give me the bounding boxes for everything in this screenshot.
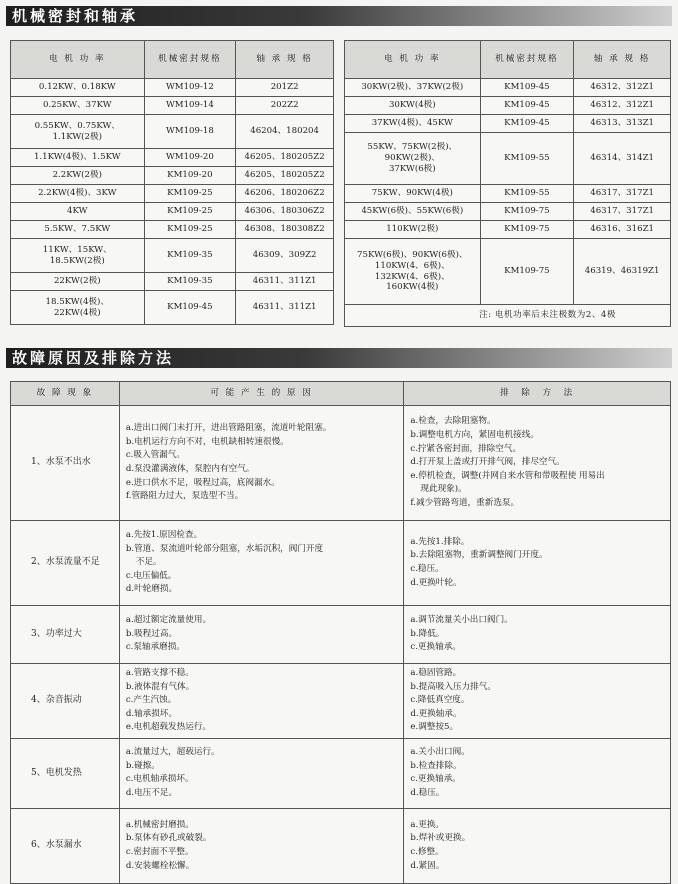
causes-list <box>126 422 400 504</box>
power-cell <box>345 115 481 133</box>
bearing-cell: 46204、180204 <box>236 115 334 149</box>
causes-list <box>126 614 400 655</box>
power-line: 2.2KW(4极)、3KW <box>38 188 117 199</box>
list-item: b.去除阻塞物，重新调整阀门开度。 <box>410 550 548 561</box>
list-item: c.修整。 <box>410 846 444 857</box>
list-item: d.紧固。 <box>410 860 445 871</box>
list-item: d.稳压。 <box>410 788 445 799</box>
list-item: d.叶轮磨损。 <box>125 584 178 595</box>
table-row <box>11 738 671 808</box>
list-item: c.拧紧各密封面，排除空气。 <box>410 443 522 454</box>
seal-cell: KM109-45 <box>480 79 574 97</box>
list-item: a.机械密封磨损。 <box>125 819 194 830</box>
remedies-cell <box>404 606 671 664</box>
causes-list <box>126 529 400 597</box>
bearing-cell: 46311、311Z1 <box>236 273 334 291</box>
symptom-cell: 2、水泵流量不足 <box>11 521 120 606</box>
list-item: c.稳压。 <box>410 564 444 574</box>
seal-cell: WM109-20 <box>144 149 236 167</box>
list-item: d.电压不足。 <box>125 788 178 799</box>
bearing-cell: 46312、312Z1 <box>574 97 671 115</box>
list-item: c.更换轴承。 <box>410 774 461 785</box>
table-row <box>345 79 671 97</box>
power-line: 37KW(6极) <box>388 163 436 174</box>
power-line: 75KW、90KW(4极) <box>371 188 453 199</box>
bearing-cell: 46319、46319Z1 <box>574 239 671 305</box>
power-cell <box>11 79 145 97</box>
list-item: d.轴承损坏。 <box>125 708 178 719</box>
power-line: 18.5KW(2极) <box>49 255 105 266</box>
symptom-cell: 3、功率过大 <box>11 606 120 664</box>
bearing-cell: 46205、180205Z2 <box>236 149 334 167</box>
power-line: 75KW(6极)、90KW(6极)、 <box>357 250 468 261</box>
bearing-cell: 46314、314Z1 <box>574 133 671 185</box>
seal-cell: KM109-45 <box>480 97 574 115</box>
table-note: 注: 电机功率后未注极数为2、4极 <box>345 305 671 327</box>
remedies-cell <box>404 521 671 606</box>
list-item: b.碰擦。 <box>125 760 160 771</box>
table-row <box>345 97 671 115</box>
col-header-remedies: 排 除 方 法 <box>404 382 671 406</box>
list-item: a.超过额定流量使用。 <box>125 615 212 626</box>
list-item: d.更换叶轮。 <box>410 577 462 588</box>
list-item: c.电机轴承损坏。 <box>125 774 194 785</box>
seal-cell: KM109-20 <box>144 167 236 185</box>
list-item: 不足。 <box>135 557 162 568</box>
symptom-cell: 6、水泵漏水 <box>11 808 120 883</box>
power-line: 4KW <box>67 206 88 217</box>
remedies-list <box>410 614 666 655</box>
causes-list <box>126 819 400 873</box>
power-cell <box>11 291 145 325</box>
power-line: 132KW(4、6极)、 <box>374 271 450 282</box>
table-row <box>11 167 334 185</box>
seal-bearing-table-right <box>344 40 671 327</box>
bearing-cell: 46311、311Z1 <box>236 291 334 325</box>
causes-cell <box>119 808 404 883</box>
list-item: b.管道、泵流道叶轮部分阻塞，水垢沉积，阀门开度 <box>125 543 324 554</box>
remedies-cell <box>404 406 671 521</box>
power-line: 11KW、15KW、 <box>42 244 112 255</box>
power-line: 1.1KW(4极)、1.5KW <box>33 152 121 163</box>
list-item: a.调节流量关小出口阀门。 <box>410 615 513 626</box>
seal-cell: KM109-75 <box>480 203 574 221</box>
seal-cell: KM109-35 <box>144 273 236 291</box>
list-item: c.电压偏低。 <box>125 570 177 581</box>
list-item: d.打开泵上盖或打开排气阀，排尽空气。 <box>410 457 565 468</box>
list-item: 现此现象)。 <box>420 484 467 495</box>
table-row <box>11 521 671 606</box>
power-cell <box>11 97 145 115</box>
list-item: c.泵轴承磨损。 <box>125 642 185 653</box>
seal-cell: KM109-75 <box>480 221 574 239</box>
col-header-symptom: 故 障 现 象 <box>11 382 120 406</box>
list-item: c.密封面不平整。 <box>125 846 194 857</box>
list-item: a.进出口阀门未打开，进出管路阻塞，流道叶轮阻塞。 <box>125 423 332 434</box>
list-item: b.调整电机方向，紧固电机接线。 <box>410 430 539 441</box>
table-row <box>11 185 334 203</box>
bearing-cell: 46309、309Z2 <box>236 239 334 273</box>
symptom-cell: 5、电机发热 <box>11 738 120 808</box>
power-cell <box>11 115 145 149</box>
list-item: a.先按1.排除。 <box>410 536 470 547</box>
table-row <box>11 664 671 739</box>
remedies-list <box>410 667 666 735</box>
power-cell <box>11 221 145 239</box>
causes-list <box>126 667 400 735</box>
list-item: d.泵没灌满液体，泵腔内有空气。 <box>125 464 255 474</box>
col-header-power: 电 机 功 率 <box>345 41 481 79</box>
table-row <box>11 808 671 883</box>
list-item: f.减少管路弯道，重新选泵。 <box>410 497 520 508</box>
seal-cell: WM109-12 <box>144 79 236 97</box>
list-item: e.进口供水不足，吸程过高，底阀漏水。 <box>125 477 280 488</box>
power-line: 18.5KW(4极)、 <box>45 296 109 307</box>
power-cell <box>345 221 481 239</box>
remedies-list <box>410 415 666 510</box>
power-line: 1.1KW(2极) <box>52 131 102 142</box>
list-item: c.吸入管漏气。 <box>125 450 185 461</box>
bearing-cell: 46205、180205Z2 <box>236 167 334 185</box>
list-item: e.电机超载发热运行。 <box>125 722 212 733</box>
list-item: e.调整按5。 <box>410 722 459 733</box>
seal-cell: KM109-35 <box>144 239 236 273</box>
list-item: d.更换轴承。 <box>410 708 462 719</box>
power-line: 2.2KW(2极) <box>52 170 102 181</box>
seal-cell: KM109-55 <box>480 133 574 185</box>
power-cell <box>345 203 481 221</box>
table-row <box>11 79 334 97</box>
table-row <box>11 149 334 167</box>
col-header-seal: 机械密封规格 <box>144 41 236 79</box>
power-line: 30KW(4极) <box>388 100 436 111</box>
seal-cell: KM109-55 <box>480 185 574 203</box>
col-header-causes: 可 能 产 生 的 原 因 <box>119 382 404 406</box>
power-line: 160KW(4极) <box>386 282 439 293</box>
list-item: a.检查，去除阻塞物。 <box>410 416 496 427</box>
causes-cell <box>119 738 404 808</box>
fault-remedy-table <box>10 381 671 884</box>
seal-cell: KM109-75 <box>480 239 574 305</box>
seal-cell: KM109-25 <box>144 185 236 203</box>
bearing-cell: 46317、317Z1 <box>574 185 671 203</box>
power-line: 55KW、75KW(2极)、 <box>367 142 458 153</box>
list-item: e.停机检查，调整(并网自来水管和带吸程使 用易出 <box>410 470 605 481</box>
table-row <box>11 97 334 115</box>
list-item: a.稳固管路。 <box>410 668 462 678</box>
remedies-cell <box>404 664 671 739</box>
remedies-cell <box>404 738 671 808</box>
seal-cell: WM109-14 <box>144 97 236 115</box>
table-row <box>345 185 671 203</box>
table-row <box>11 273 334 291</box>
power-line: 5.5KW、7.5KW <box>44 224 111 235</box>
bearing-cell: 46308、180308Z2 <box>236 221 334 239</box>
table-row <box>11 606 671 664</box>
power-cell <box>11 185 145 203</box>
table-row <box>345 133 671 185</box>
list-item: a.更换。 <box>410 819 445 830</box>
seal-cell: KM109-25 <box>144 221 236 239</box>
causes-cell <box>119 664 404 739</box>
list-item: f.管路阻力过大，泵选型不当。 <box>125 491 244 502</box>
power-cell <box>345 185 481 203</box>
remedies-cell <box>404 808 671 883</box>
causes-list <box>126 746 400 800</box>
symptom-cell: 4、杂音振动 <box>11 664 120 739</box>
list-item: a.先按1.原因检查。 <box>125 530 203 541</box>
power-cell <box>11 149 145 167</box>
bearing-cell: 201Z2 <box>236 79 334 97</box>
list-item: b.液体混有气体。 <box>125 681 195 692</box>
power-cell <box>345 133 481 185</box>
list-item: a.关小出口阀。 <box>410 747 470 758</box>
table-row <box>11 239 334 273</box>
list-item: c.更换轴承。 <box>410 642 461 653</box>
bearing-cell: 46313、313Z1 <box>574 115 671 133</box>
bearing-cell: 46312、312Z1 <box>574 79 671 97</box>
power-cell <box>11 273 145 291</box>
table-row <box>345 115 671 133</box>
section-title: 故障原因及排除方法 <box>12 349 175 367</box>
section-banner-seals-bearings <box>6 6 672 26</box>
table-row <box>11 203 334 221</box>
power-line: 110KW(2极) <box>386 224 439 235</box>
power-line: 90KW(2极)、 <box>384 153 440 164</box>
list-item: a.管路支撑不稳。 <box>125 668 194 678</box>
bearing-cell: 46316、316Z1 <box>574 221 671 239</box>
seal-cell: KM109-45 <box>144 291 236 325</box>
list-item: b.电机运行方向不对，电机缺相转速很慢。 <box>125 436 289 447</box>
table-row <box>11 115 334 149</box>
power-line: 0.12KW、0.18KW <box>38 82 116 93</box>
list-item: d.安装螺栓松懈。 <box>125 860 195 871</box>
power-cell <box>345 239 481 305</box>
symptom-cell: 1、水泵不出水 <box>11 406 120 521</box>
power-cell <box>11 239 145 273</box>
table-row <box>11 406 671 521</box>
table-row <box>345 239 671 305</box>
table-row <box>11 291 334 325</box>
power-cell <box>11 203 145 221</box>
power-line: 0.55KW、0.75KW、 <box>34 120 120 131</box>
bearing-cell: 46317、317Z1 <box>574 203 671 221</box>
col-header-bearing: 轴 承 规 格 <box>236 41 334 79</box>
list-item: a.流量过大，超载运行。 <box>125 747 220 758</box>
col-header-bearing: 轴 承 规 格 <box>574 41 671 79</box>
power-cell <box>345 79 481 97</box>
causes-cell <box>119 406 404 521</box>
section-title: 机械密封和轴承 <box>12 7 139 25</box>
list-item: b.降低。 <box>410 628 445 639</box>
list-item: b.检查排除。 <box>410 760 462 771</box>
power-line: 0.25KW、37KW <box>42 100 112 111</box>
list-item: c.产生汽蚀。 <box>125 695 177 706</box>
power-line: 22KW(4极) <box>53 307 101 318</box>
power-line: 30KW(2极)、37KW(2极) <box>361 82 464 93</box>
bearing-cell: 46306、180306Z2 <box>236 203 334 221</box>
seal-cell: KM109-45 <box>480 115 574 133</box>
causes-cell <box>119 606 404 664</box>
bearing-cell: 46206、180206Z2 <box>236 185 334 203</box>
power-line: 45KW(6极)、55KW(6极) <box>361 206 464 217</box>
table-row <box>345 203 671 221</box>
section-banner-fault-causes <box>6 348 672 368</box>
list-item: b.焊补或更换。 <box>410 833 471 844</box>
remedies-list <box>410 819 666 873</box>
col-header-seal: 机械密封规格 <box>480 41 574 79</box>
col-header-power: 电 机 功 率 <box>11 41 145 79</box>
power-cell <box>345 97 481 115</box>
list-item: b.吸程过高。 <box>125 628 178 639</box>
list-item: c.降低真空度。 <box>410 695 470 706</box>
list-item: b.泵体有砂孔或破裂。 <box>125 833 212 844</box>
bearing-cell: 202Z2 <box>236 97 334 115</box>
table-row <box>345 221 671 239</box>
power-line: 22KW(2极) <box>53 276 101 287</box>
power-line: 110KW(4、6极)、 <box>374 260 450 271</box>
causes-cell <box>119 521 404 606</box>
seal-cell: KM109-25 <box>144 203 236 221</box>
remedies-list <box>410 536 666 590</box>
seal-bearing-table-left <box>10 40 334 325</box>
power-cell <box>11 167 145 185</box>
table-row <box>11 221 334 239</box>
seal-cell: WM109-18 <box>144 115 236 149</box>
list-item: b.提高吸入压力排气。 <box>410 681 496 692</box>
remedies-list <box>410 746 666 800</box>
power-line: 37KW(4极)、45KW <box>371 118 453 129</box>
